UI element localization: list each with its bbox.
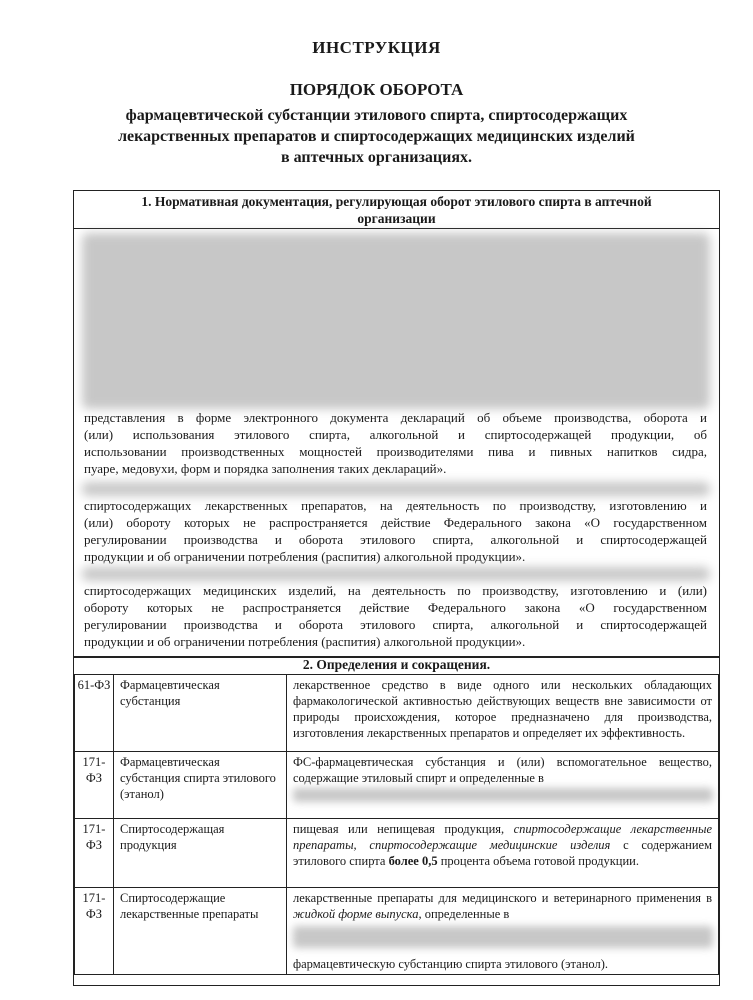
document-description	[60, 105, 693, 168]
table-row	[75, 819, 719, 888]
table-row	[75, 675, 719, 752]
law-cell: 171-ФЗ	[75, 819, 114, 888]
term-cell: Фармацевтическая субстанция	[114, 675, 287, 752]
description-line: в аптечных организациях.	[280, 149, 473, 166]
section1-heading: 1. Нормативная документация, регулирующая оборот этилового спирта в аптечной организации	[74, 191, 719, 229]
table-row	[75, 888, 719, 975]
redacted-block	[82, 233, 710, 409]
definitions-table	[74, 674, 719, 975]
redacted-line	[293, 926, 713, 948]
section-normative-docs	[73, 190, 720, 658]
normative-paragraph: представления в форме электронного документа деклараций об объеме производства, оборота и (или) использования этилового спирта, алкогольной и спиртосодержащей продукции, об использовании производственных мощностей производителями пива и пивных напитков сидра, пуаре, медовухи, форм и порядка заполнения таких деклараций».	[84, 410, 707, 476]
definition-cell: лекарственное средство в виде одного или нескольких обладающих фармакологической активностью действующих веществ вне зависимости от природы происхождения, которое предназначено для производства, изготовления лекарственных препаратов и определяет их эффективность.	[287, 675, 719, 752]
definition-cell: ФС-фармацевтическая субстанция и (или) вспомогательное вещество, содержащие этиловый спирт и определенные в	[287, 752, 719, 819]
redacted-line	[82, 567, 710, 581]
document-title: ИНСТРУКЦИЯ	[312, 38, 441, 57]
redacted-line	[82, 482, 710, 496]
section2-heading: 2. Определения и сокращения.	[74, 657, 719, 675]
table-row	[75, 752, 719, 819]
normative-paragraph: спиртосодержащих медицинских изделий, на деятельность по производству, изготовлению и (или) обороту которых не распространяется действие Федерального закона «О государственном регулировании производства и оборота этилового спирта, алкогольной и спиртосодержащей продукции и об ограничении потребления (распития) алкогольной продукции».	[84, 583, 707, 649]
document-subtitle: ПОРЯДОК ОБОРОТА	[289, 80, 464, 99]
normative-paragraph: спиртосодержащих лекарственных препаратов, на деятельность по производству, изготовлению и (или) обороту которых не распространяется действие Федерального закона «О государственном регулировании производства и оборота этилового спирта, алкогольной и спиртосодержащей продукции и об ограничении потребления (распития) алкогольной продукции».	[84, 498, 707, 564]
description-line: фармацевтической субстанции этилового спирта, спиртосодержащих	[125, 107, 628, 124]
term-cell: Фармацевтическая субстанция спирта этилового (этанол)	[114, 752, 287, 819]
description-line: лекарственных препаратов и спиртосодержащих медицинских изделий	[118, 128, 635, 145]
redacted-line	[293, 788, 713, 802]
section-definitions	[73, 656, 720, 986]
law-cell: 61-ФЗ	[75, 675, 114, 752]
definition-cell: лекарственные препараты для медицинского и ветеринарного применения в жидкой форме выпуска, определенные в фармацевтическую субстанцию спирта этилового (этанол).	[287, 888, 719, 975]
definition-cell: пищевая или непищевая продукция, спиртосодержащие лекарственные препараты, спиртосодержащие медицинские изделия с содержанием этилового спирта более 0,5 процента объема готовой продукции.	[287, 819, 719, 888]
law-cell: 171-ФЗ	[75, 752, 114, 819]
term-cell: Спиртосодержащая продукция	[114, 819, 287, 888]
law-cell: 171-ФЗ	[75, 888, 114, 975]
term-cell: Спиртосодержащие лекарственные препараты	[114, 888, 287, 975]
